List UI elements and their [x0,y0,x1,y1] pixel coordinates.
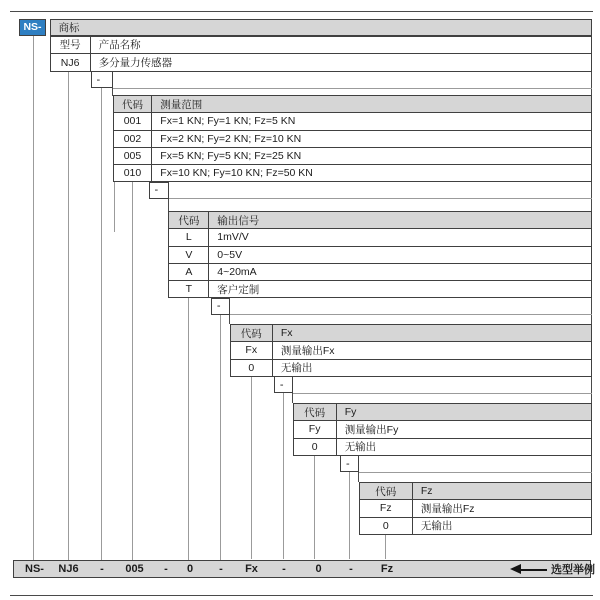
dash-label: - [346,457,350,470]
example-token: 005 [125,562,144,575]
code-cell: 0 [294,439,337,456]
table-row [114,148,592,165]
table-header-row [294,404,592,421]
model-header-cell: 型号 [51,37,91,55]
table-row [169,229,592,246]
connector-fy-code [314,455,315,559]
trademark-label: 商标 [58,21,80,34]
table-row [51,54,593,72]
dash4-row-rule [293,393,592,394]
fz-table [359,482,592,535]
fy-table [293,403,592,456]
fx-table [230,324,592,377]
product-value-cell: 多分量力传感器 [91,54,592,72]
connector-dash3 [220,314,221,560]
example-token: - [100,562,104,575]
trademark-row [50,19,593,37]
connector-model [68,72,69,560]
desc-cell: 客户定制 [209,281,592,298]
connector-dash5 [349,472,350,560]
code-cell: A [169,264,209,281]
right-border-segment [591,454,592,483]
code-header-cell: 代码 [114,96,153,113]
model-table [50,36,593,72]
table-row [169,247,592,264]
code-cell: L [169,229,209,246]
desc-header-cell: 输出信号 [209,212,592,229]
example-bar [13,560,595,579]
dash3-row-rule [230,314,592,315]
dash5-drop [358,471,359,482]
code-cell: 0 [360,518,413,535]
connector-dash1 [101,88,102,560]
range-table [113,95,592,182]
desc-cell: 测量输出Fy [337,421,592,438]
example-token: 0 [186,562,194,575]
desc-cell: 无输出 [273,360,592,377]
brand-cell [19,19,46,37]
desc-cell: 1mV/V [209,229,592,246]
table-row [360,518,592,535]
example-token: - [349,562,353,575]
desc-header-cell: Fz [413,483,592,500]
example-token: NS- [25,562,44,575]
desc-cell: 测量输出Fx [273,342,592,359]
dash1-row-rule [113,88,592,89]
right-border-segment [591,297,592,325]
table-header-row [231,325,592,342]
code-cell: T [169,281,209,298]
dash2-drop [168,198,169,211]
example-arrow-label: 选型举例 [551,563,595,576]
code-cell: V [169,247,209,264]
dash3-drop [229,314,230,324]
example-token: 0 [315,562,322,575]
dash5-row-rule [359,472,592,473]
code-header-cell: 代码 [294,404,337,421]
code-cell: 001 [114,113,153,130]
desc-cell: Fx=1 KN; Fy=1 KN; Fz=5 KN [152,113,592,130]
model-value-cell: NJ6 [51,54,91,72]
code-header-cell: 代码 [360,483,413,500]
table-row [169,264,592,281]
table-row [114,131,592,148]
desc-cell: Fx=10 KN; Fy=10 KN; Fz=50 KN [152,165,592,182]
code-header-cell: 代码 [231,325,273,342]
dash-cell-3 [211,298,230,315]
dash-cell-4 [274,376,293,393]
table-row [360,500,592,517]
table-header-row [169,212,592,229]
dash-cell-1 [91,71,113,88]
table-row [231,342,592,359]
desc-cell: Fx=2 KN; Fy=2 KN; Fz=10 KN [152,131,592,148]
table-row [169,281,592,298]
dash2-row-rule [168,198,592,199]
code-cell: Fy [294,421,337,438]
dash-label: - [216,300,221,313]
right-border-segment [591,71,592,96]
code-header-cell: 代码 [169,212,209,229]
example-token: Fz [380,562,394,575]
example-token: - [219,562,223,575]
connector-dash4 [283,393,284,560]
desc-header-cell: Fx [273,325,592,342]
example-token: NJ6 [58,562,79,575]
desc-cell: 无输出 [337,439,592,456]
right-border-segment [591,182,592,212]
brand-label: NS- [23,21,42,34]
table-row [294,439,592,456]
dash-cell-5 [340,455,359,472]
code-cell: Fx [231,342,273,359]
code-cell: 002 [114,131,153,148]
bottom-rule [10,595,593,596]
code-cell: 0 [231,360,273,377]
example-token: Fx [245,562,258,575]
table-row [114,113,592,130]
range-left-stub [114,182,115,232]
table-row [51,37,593,55]
desc-cell: Fx=5 KN; Fy=5 KN; Fz=25 KN [152,148,592,165]
desc-cell: 测量输出Fz [413,500,592,517]
desc-header-cell: Fy [337,404,592,421]
table-header-row [360,483,592,500]
desc-header-cell: 测量范围 [152,96,592,113]
product-header-cell: 产品名称 [91,37,592,55]
left-arrow-shaft [520,569,547,571]
table-header-row [114,96,592,113]
code-cell: 005 [114,148,153,165]
code-cell: Fz [360,500,413,517]
connector-fx-code [251,376,252,559]
desc-cell: 无输出 [413,518,592,535]
example-token: - [282,562,286,575]
desc-cell: 0~5V [209,247,592,264]
dash-label: - [279,378,284,391]
signal-table [168,211,592,298]
dash-cell-2 [149,182,169,199]
connector-range-code [132,182,133,560]
connector-signal-code [188,298,189,560]
code-cell: 010 [114,165,153,182]
top-rule [10,11,593,12]
dash-label: - [96,73,101,86]
connector-fz-code [385,534,386,559]
desc-cell: 4~20mA [209,264,592,281]
connector-brand [33,36,34,560]
table-row [231,360,592,377]
dash-label: - [154,184,159,197]
table-row [114,165,592,182]
example-token: - [164,562,168,575]
right-border-segment [591,375,592,404]
dash4-drop [292,392,293,403]
table-row [294,421,592,438]
